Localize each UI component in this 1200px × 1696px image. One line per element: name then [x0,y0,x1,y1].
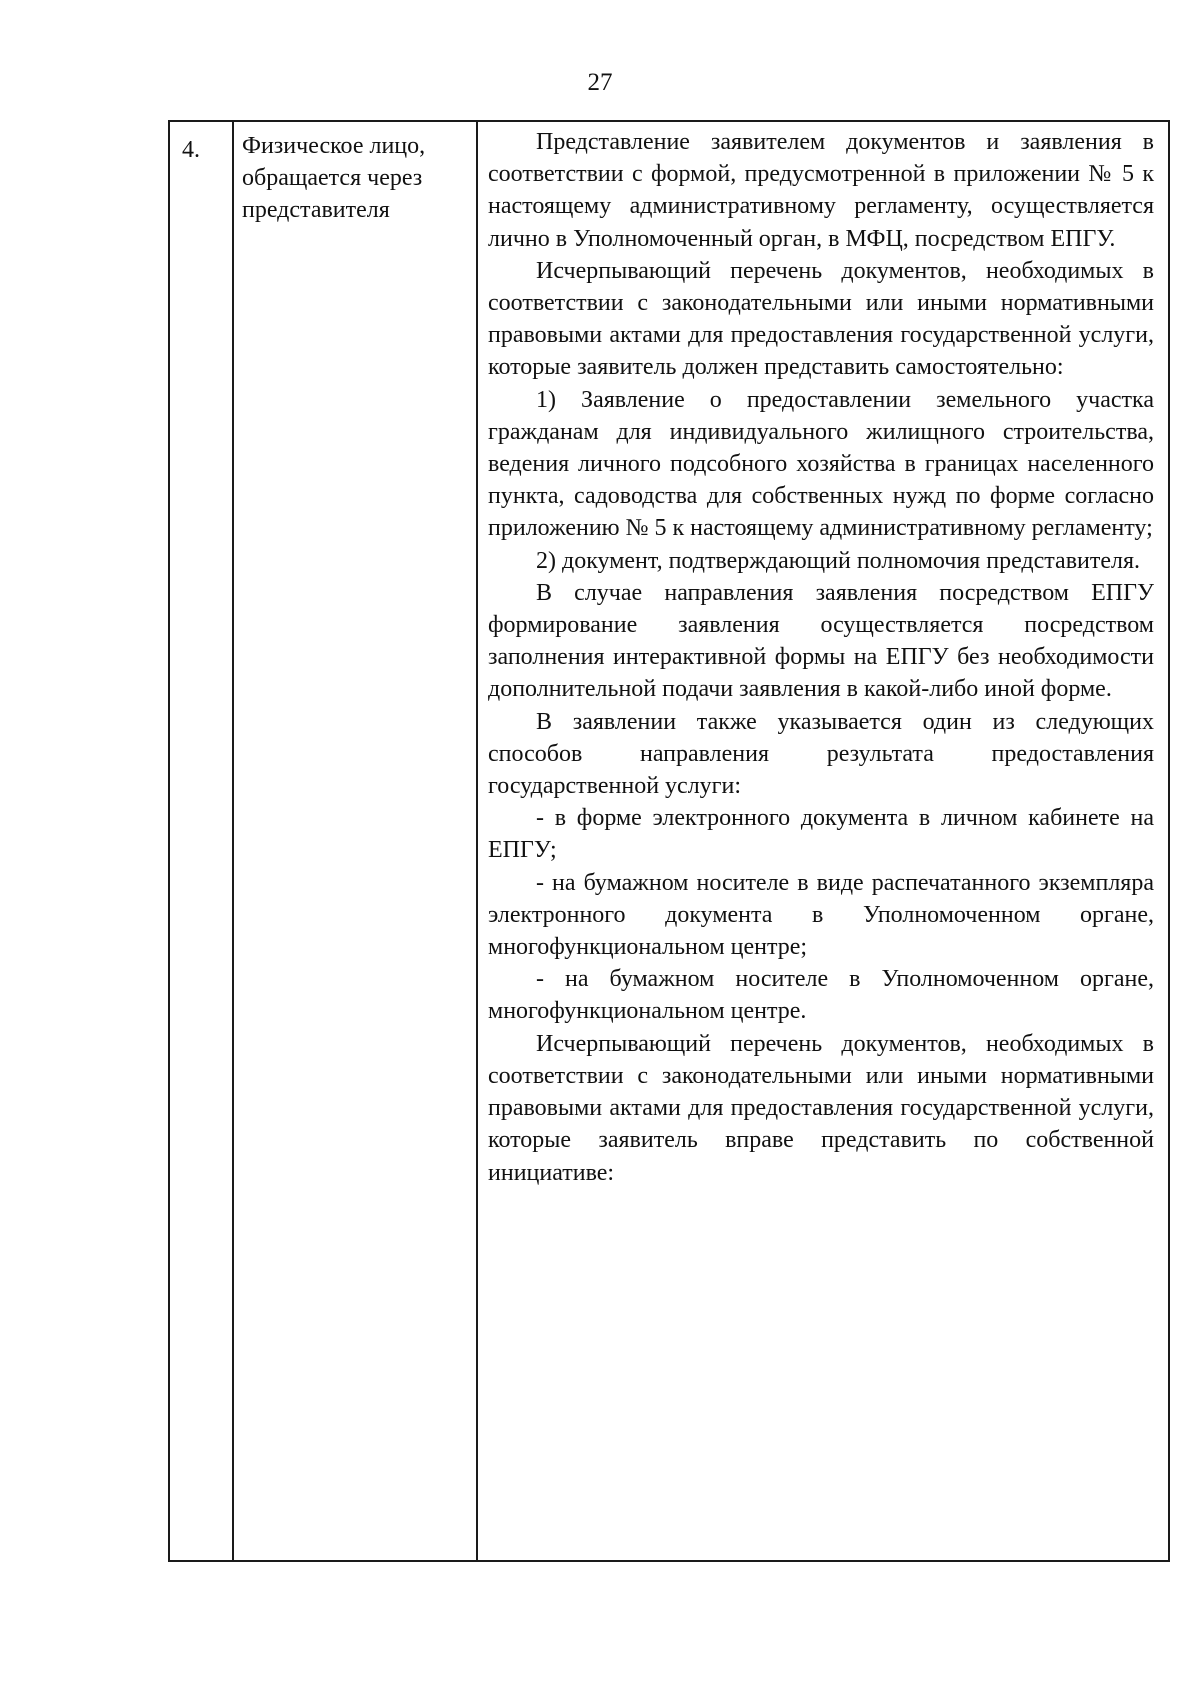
list-item-application: 1) Заявление о предоставлении земельного участка гражданам для индивидуального жилищного строительства, ведения личного подсобного хозяйства в границах населенного пункта, садоводства для собственных нужд по форме согласно приложению № 5 к настоящему административному регламенту; [488,386,1154,542]
applicant-category: Физическое лицо, обращается через представителя [242,133,426,223]
services-table [168,120,1170,1562]
paragraph-epgu-submission: В случае направления заявления посредством ЕПГУ формирование заявления осуществляется посредством заполнения интерактивной формы на ЕПГУ без необходимости дополнительной подачи заявления в какой-либо иной форме. [488,579,1154,703]
paragraph-optional-docs-intro: Исчерпывающий перечень документов, необходимых в соответствии с законодательными или иными нормативными правовыми актами для предоставления государственной услуги, которые заявитель вправе представить по собственной инициативе: [488,1030,1154,1186]
row-number-cell [170,122,234,1560]
list-item-electronic-result: - в форме электронного документа в личном кабинете на ЕПГУ; [488,805,1154,864]
list-item-printed-electronic-result: - на бумажном носителе в виде распечатанного экземпляра электронного документа в Уполномоченном органе, многофункциональном центре; [488,869,1154,961]
description-cell [478,122,1168,1560]
paragraph-result-methods-intro: В заявлении также указывается один из следующих способов направления результата предоставления государственной услуги: [488,708,1154,800]
list-item-power-of-attorney: 2) документ, подтверждающий полномочия представителя. [536,547,1141,574]
paragraph-required-docs-intro: Исчерпывающий перечень документов, необходимых в соответствии с законодательными или иными нормативными правовыми актами для предоставления государственной услуги, которые заявитель должен представить самостоятельно: [488,257,1154,381]
paragraph-submission: Представление заявителем документов и заявления в соответствии с формой, предусмотренной в приложении № 5 к настоящему административному регламенту, осуществляется лично в Уполномоченный орган, в МФЦ, посредством ЕПГУ. [488,129,1154,252]
row-number: 4. [182,137,200,163]
applicant-cell [234,122,478,1560]
page-number: 27 [587,69,613,96]
list-item-paper-result: - на бумажном носителе в Уполномоченном органе, многофункциональном центре. [488,966,1154,1025]
